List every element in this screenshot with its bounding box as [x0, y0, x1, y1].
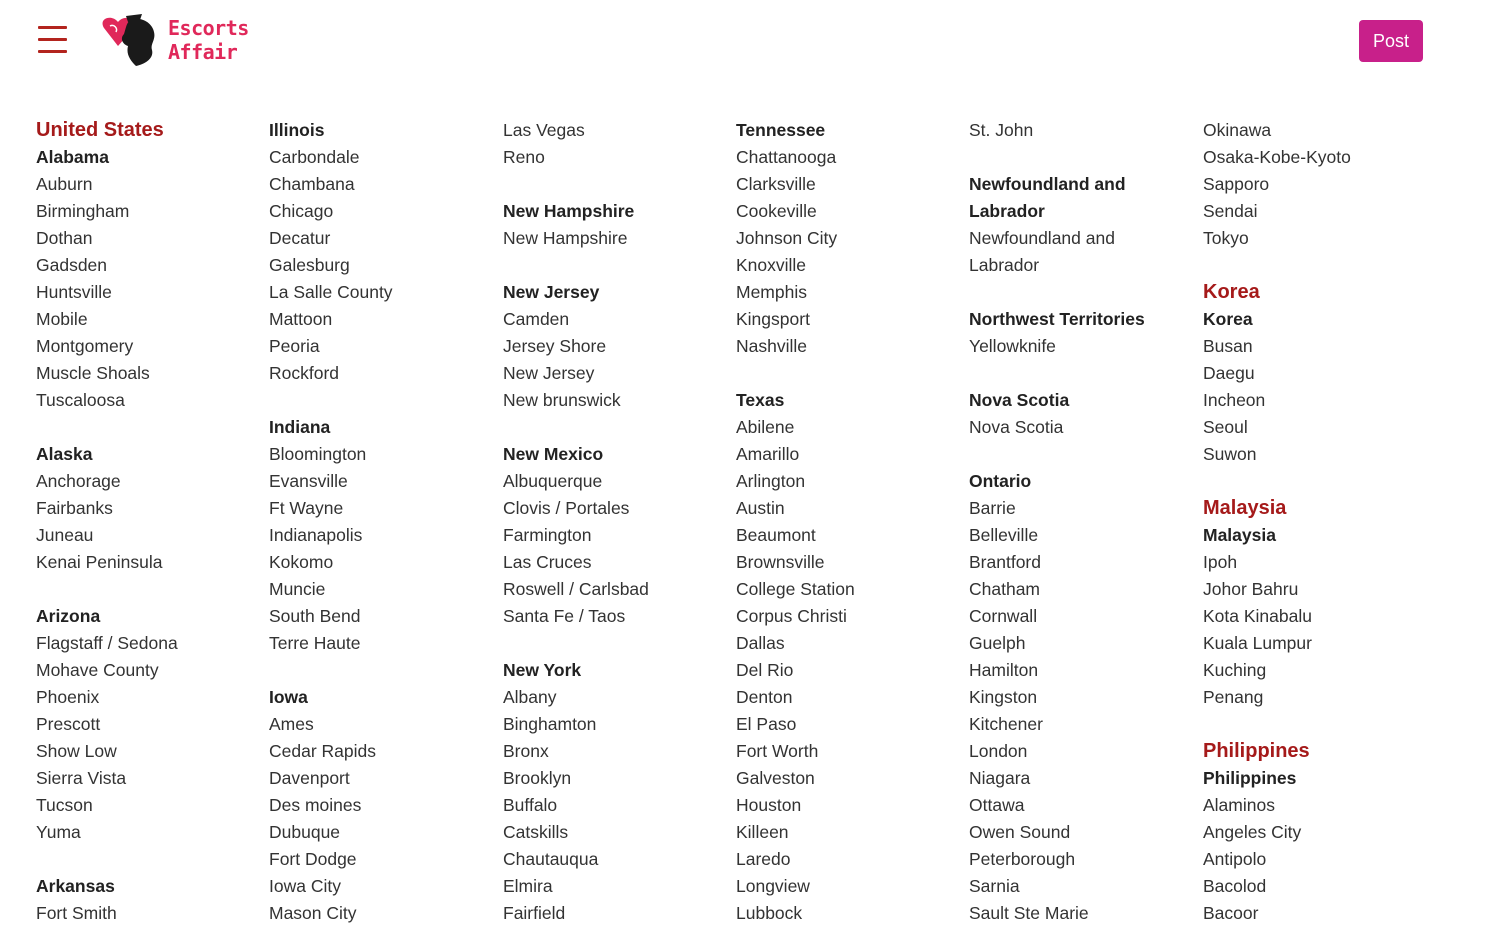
region-heading: Malaysia: [1203, 525, 1276, 545]
city-link[interactable]: Rockford: [269, 363, 340, 383]
city-link[interactable]: Nashville: [736, 336, 807, 356]
city-link[interactable]: Decatur: [269, 228, 331, 248]
city-link[interactable]: Bloomington: [269, 444, 367, 464]
city-link[interactable]: Huntsville: [36, 282, 112, 302]
city-link[interactable]: Knoxville: [736, 255, 807, 275]
spacer: [1203, 711, 1428, 738]
city-link[interactable]: Fairbanks: [36, 498, 113, 518]
city-link[interactable]: Niagara: [969, 768, 1031, 788]
city-link[interactable]: Dubuque: [269, 822, 341, 842]
spacer: [36, 576, 261, 603]
city-link[interactable]: Peterborough: [969, 849, 1076, 869]
hamburger-menu-icon[interactable]: [38, 25, 68, 55]
city-link[interactable]: Yuma: [36, 822, 81, 842]
city-link[interactable]: Albuquerque: [503, 471, 603, 491]
city-link[interactable]: Gadsden: [36, 255, 108, 275]
city-link[interactable]: Sapporo: [1203, 174, 1270, 194]
city-link[interactable]: Tokyo: [1203, 228, 1249, 248]
logo-text: Escorts Affair: [168, 16, 249, 64]
city-link[interactable]: Beaumont: [736, 525, 816, 545]
region-heading: Tennessee: [736, 120, 826, 140]
region-heading: Korea: [1203, 309, 1253, 329]
region-heading: Newfoundland and: [969, 174, 1126, 194]
city-link[interactable]: Memphis: [736, 282, 807, 302]
city-link[interactable]: La Salle County: [269, 282, 393, 302]
location-column: [969, 117, 1194, 927]
city-link[interactable]: Davenport: [269, 768, 350, 788]
city-link[interactable]: Flagstaff / Sedona: [36, 633, 178, 653]
city-link[interactable]: Tuscaloosa: [36, 390, 125, 410]
city-link[interactable]: Reno: [503, 147, 545, 167]
city-link[interactable]: Tucson: [36, 795, 93, 815]
city-link[interactable]: Mobile: [36, 309, 88, 329]
city-link[interactable]: Antipolo: [1203, 849, 1267, 869]
city-link[interactable]: Longview: [736, 876, 810, 896]
city-link[interactable]: Mason City: [269, 903, 357, 923]
city-link[interactable]: New brunswick: [503, 390, 621, 410]
logo-heart-silhouette-icon: [96, 14, 162, 68]
location-column: [269, 117, 494, 927]
city-link[interactable]: Fort Smith: [36, 903, 117, 923]
spacer: [36, 846, 261, 873]
city-link[interactable]: Fort Worth: [736, 741, 819, 761]
city-link[interactable]: Kitchener: [969, 714, 1043, 734]
city-link[interactable]: Des moines: [269, 795, 362, 815]
city-link[interactable]: Abilene: [736, 417, 795, 437]
city-link[interactable]: St. John: [969, 120, 1034, 140]
city-link[interactable]: Brownsville: [736, 552, 825, 572]
city-link[interactable]: Ft Wayne: [269, 498, 344, 518]
city-link[interactable]: Okinawa: [1203, 120, 1272, 140]
country-heading: Korea: [1203, 281, 1260, 303]
city-link[interactable]: South Bend: [269, 606, 361, 626]
city-link[interactable]: Bacoor: [1203, 903, 1259, 923]
city-link[interactable]: Las Vegas: [503, 120, 585, 140]
city-link[interactable]: Alaminos: [1203, 795, 1275, 815]
city-link[interactable]: New Jersey: [503, 363, 595, 383]
city-link[interactable]: Kingsport: [736, 309, 810, 329]
city-link[interactable]: Elmira: [503, 876, 553, 896]
city-link[interactable]: Kota Kinabalu: [1203, 606, 1312, 626]
city-link[interactable]: Iowa City: [269, 876, 341, 896]
city-link[interactable]: Dallas: [736, 633, 785, 653]
city-link[interactable]: Yellowknife: [969, 336, 1056, 356]
city-link[interactable]: Albany: [503, 687, 557, 707]
city-link[interactable]: Binghamton: [503, 714, 597, 734]
spacer: [503, 630, 728, 657]
city-link[interactable]: Ottawa: [969, 795, 1025, 815]
city-link[interactable]: Chatham: [969, 579, 1041, 599]
city-link[interactable]: Killeen: [736, 822, 789, 842]
city-link[interactable]: Chattanooga: [736, 147, 837, 167]
city-link[interactable]: Muscle Shoals: [36, 363, 150, 383]
city-link[interactable]: Santa Fe / Taos: [503, 606, 626, 626]
city-link[interactable]: Kenai Peninsula: [36, 552, 163, 572]
city-link[interactable]: Bronx: [503, 741, 549, 761]
region-heading: Northwest Territories: [969, 309, 1145, 329]
city-link[interactable]: Austin: [736, 498, 785, 518]
region-heading: Labrador: [969, 201, 1045, 221]
city-link[interactable]: Fairfield: [503, 903, 566, 923]
city-link[interactable]: Galesburg: [269, 255, 350, 275]
region-heading: Arkansas: [36, 876, 115, 896]
city-link[interactable]: Laredo: [736, 849, 791, 869]
region-heading: New Mexico: [503, 444, 604, 464]
city-link[interactable]: Sendai: [1203, 201, 1258, 221]
city-link[interactable]: Corpus Christi: [736, 606, 847, 626]
city-link[interactable]: Farmington: [503, 525, 592, 545]
city-link[interactable]: Evansville: [269, 471, 348, 491]
spacer: [969, 441, 1194, 468]
city-link[interactable]: Auburn: [36, 174, 93, 194]
city-link[interactable]: Osaka-Kobe-Kyoto: [1203, 147, 1351, 167]
city-link[interactable]: Kingston: [969, 687, 1038, 707]
region-heading: Indiana: [269, 417, 331, 437]
city-link[interactable]: Suwon: [1203, 444, 1257, 464]
region-heading: Philippines: [1203, 768, 1297, 788]
country-heading: Malaysia: [1203, 497, 1287, 519]
city-link[interactable]: Chautauqua: [503, 849, 599, 869]
city-link[interactable]: Roswell / Carlsbad: [503, 579, 649, 599]
spacer: [503, 171, 728, 198]
city-link[interactable]: Johor Bahru: [1203, 579, 1299, 599]
city-link[interactable]: Kuching: [1203, 660, 1267, 680]
spacer: [1203, 468, 1428, 495]
city-link[interactable]: Belleville: [969, 525, 1039, 545]
spacer: [969, 144, 1194, 171]
city-link[interactable]: Newfoundland and: [969, 228, 1115, 248]
city-link[interactable]: Daegu: [1203, 363, 1255, 383]
city-link[interactable]: Cedar Rapids: [269, 741, 376, 761]
city-link[interactable]: Cornwall: [969, 606, 1038, 626]
region-heading: Arizona: [36, 606, 101, 626]
location-column: [36, 117, 261, 927]
country-heading: United States: [36, 119, 164, 141]
city-link[interactable]: Peoria: [269, 336, 320, 356]
city-link[interactable]: Montgomery: [36, 336, 134, 356]
city-link[interactable]: Carbondale: [269, 147, 360, 167]
spacer: [36, 414, 261, 441]
city-link[interactable]: Angeles City: [1203, 822, 1302, 842]
city-link[interactable]: Amarillo: [736, 444, 800, 464]
region-heading: Iowa: [269, 687, 308, 707]
country-heading: Philippines: [1203, 740, 1310, 762]
spacer: [503, 252, 728, 279]
city-link[interactable]: Catskills: [503, 822, 569, 842]
city-link[interactable]: Chicago: [269, 201, 334, 221]
city-link[interactable]: Owen Sound: [969, 822, 1071, 842]
city-link[interactable]: Indianapolis: [269, 525, 363, 545]
city-link[interactable]: Clarksville: [736, 174, 816, 194]
city-link[interactable]: Cookeville: [736, 201, 817, 221]
city-link[interactable]: Seoul: [1203, 417, 1248, 437]
city-link[interactable]: Jersey Shore: [503, 336, 607, 356]
region-heading: New Jersey: [503, 282, 600, 302]
city-link[interactable]: Busan: [1203, 336, 1253, 356]
city-link[interactable]: Dothan: [36, 228, 93, 248]
region-heading: Illinois: [269, 120, 325, 140]
city-link[interactable]: Kuala Lumpur: [1203, 633, 1312, 653]
city-link[interactable]: El Paso: [736, 714, 797, 734]
city-link[interactable]: Brooklyn: [503, 768, 572, 788]
city-link[interactable]: Del Rio: [736, 660, 794, 680]
city-link[interactable]: Prescott: [36, 714, 101, 734]
city-link[interactable]: Kokomo: [269, 552, 334, 572]
city-link[interactable]: Anchorage: [36, 471, 121, 491]
region-heading: Ontario: [969, 471, 1032, 491]
region-heading: New York: [503, 660, 582, 680]
city-link[interactable]: Birmingham: [36, 201, 130, 221]
city-link[interactable]: Mohave County: [36, 660, 159, 680]
city-link[interactable]: Galveston: [736, 768, 815, 788]
city-link[interactable]: Clovis / Portales: [503, 498, 630, 518]
city-link[interactable]: New Hampshire: [503, 228, 628, 248]
city-link[interactable]: Phoenix: [36, 687, 100, 707]
spacer: [969, 279, 1194, 306]
city-link[interactable]: Guelph: [969, 633, 1026, 653]
city-link[interactable]: Fort Dodge: [269, 849, 357, 869]
city-link[interactable]: Terre Haute: [269, 633, 361, 653]
region-heading: Alabama: [36, 147, 109, 167]
city-link[interactable]: Ipoh: [1203, 552, 1238, 572]
location-column: [503, 117, 728, 927]
region-heading: Nova Scotia: [969, 390, 1070, 410]
city-link[interactable]: Chambana: [269, 174, 355, 194]
city-link[interactable]: Houston: [736, 795, 802, 815]
city-link[interactable]: Johnson City: [736, 228, 838, 248]
spacer: [503, 414, 728, 441]
city-link[interactable]: Juneau: [36, 525, 94, 545]
city-link[interactable]: Muncie: [269, 579, 326, 599]
site-header: [0, 0, 1488, 82]
city-link[interactable]: College Station: [736, 579, 855, 599]
city-link[interactable]: Sault Ste Marie: [969, 903, 1089, 923]
city-link[interactable]: Penang: [1203, 687, 1264, 707]
city-link[interactable]: Camden: [503, 309, 570, 329]
region-heading: Alaska: [36, 444, 93, 464]
city-link[interactable]: Show Low: [36, 741, 117, 761]
city-link[interactable]: Denton: [736, 687, 793, 707]
spacer: [269, 657, 494, 684]
location-column: [736, 117, 961, 927]
region-heading: Texas: [736, 390, 785, 410]
city-link[interactable]: Nova Scotia: [969, 417, 1064, 437]
city-link[interactable]: Sarnia: [969, 876, 1020, 896]
city-link[interactable]: Hamilton: [969, 660, 1039, 680]
city-link[interactable]: Bacolod: [1203, 876, 1267, 896]
city-link[interactable]: Las Cruces: [503, 552, 592, 572]
city-link[interactable]: Brantford: [969, 552, 1041, 572]
spacer: [736, 360, 961, 387]
city-link[interactable]: Arlington: [736, 471, 806, 491]
location-column: [1203, 117, 1428, 927]
region-heading: New Hampshire: [503, 201, 635, 221]
spacer: [969, 360, 1194, 387]
city-link[interactable]: Barrie: [969, 498, 1016, 518]
city-link[interactable]: Mattoon: [269, 309, 333, 329]
post-button[interactable]: Post: [1359, 20, 1423, 62]
city-link[interactable]: Labrador: [969, 255, 1040, 275]
city-link[interactable]: Lubbock: [736, 903, 803, 923]
spacer: [1203, 252, 1428, 279]
city-link[interactable]: London: [969, 741, 1028, 761]
city-link[interactable]: Sierra Vista: [36, 768, 127, 788]
city-link[interactable]: Incheon: [1203, 390, 1266, 410]
spacer: [269, 387, 494, 414]
city-link[interactable]: Ames: [269, 714, 314, 734]
city-link[interactable]: Buffalo: [503, 795, 558, 815]
location-directory: [0, 117, 1488, 937]
site-logo[interactable]: [96, 14, 316, 68]
